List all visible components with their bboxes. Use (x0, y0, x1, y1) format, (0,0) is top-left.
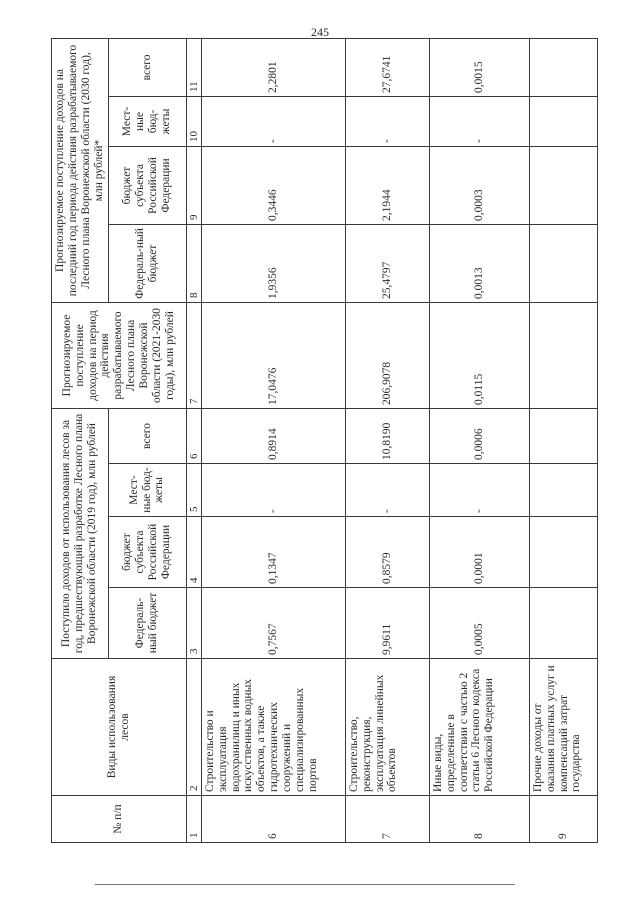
value-total-2019: 10,8190 (345, 408, 429, 463)
value-subject-2019 (529, 517, 597, 588)
value-forecast-period (529, 302, 597, 408)
header-subject: бюджет субъекта Российской Федерации (108, 146, 186, 224)
header-total: всего (108, 38, 186, 96)
value-subject-2030 (529, 146, 597, 224)
value-total-2030: 2,2801 (201, 38, 345, 96)
value-subject-2030: 0,0003 (429, 146, 529, 224)
value-total-2030: 27,6741 (345, 38, 429, 96)
table-row (345, 38, 429, 842)
col-number: 9 (186, 146, 201, 224)
column-number-row (186, 38, 201, 842)
value-subject-2030: 2,1944 (345, 146, 429, 224)
value-forecast-period: 0,0115 (429, 302, 529, 408)
header-forecast-2021-2030: Прогнозируемое поступление доходов на период действия разрабатываемого Лесного плана Воронежской области (2021-2030 годы), млн рублей (52, 302, 187, 408)
value-local-2030: - (429, 96, 529, 146)
value-subject-2019: 0,0001 (429, 517, 529, 588)
col-number: 3 (186, 588, 201, 659)
value-local-2030: - (345, 96, 429, 146)
value-local-2019: - (345, 464, 429, 517)
value-local-2019: - (201, 464, 345, 517)
row-kind: Строительство и эксплуатация водохранилищ и иных искусственных водных объектов, а также гидротехнических сооружений и специализированных портов (201, 659, 345, 796)
header-kind: Виды использования лесов (52, 659, 187, 796)
value-local-2019: - (429, 464, 529, 517)
row-kind: Иные виды, определенные в соответствии с частью 2 статьи 6 Лесного кодекса Российской Федерации (429, 659, 529, 796)
header-num: № п/п (52, 796, 187, 843)
value-total-2019 (529, 408, 597, 463)
value-federal-2030: 0,0013 (429, 224, 529, 302)
value-local-2019 (529, 464, 597, 517)
value-total-2019: 0,8914 (201, 408, 345, 463)
header-received-2019: Поступило доходов от использования лесов за год, предшествующий разработке Лесного плана Воронежской области (2019 год), млн рублей (52, 408, 109, 658)
row-number: 6 (201, 796, 345, 843)
value-federal-2030 (529, 224, 597, 302)
header-total: всего (108, 408, 186, 463)
value-subject-2030: 0,3446 (201, 146, 345, 224)
value-federal-2019: 0,7567 (201, 588, 345, 659)
header-local: Мест-ные бюд-жеты (108, 96, 186, 146)
header-federal: Федераль-ный бюджет (108, 224, 186, 302)
value-total-2030 (529, 38, 597, 96)
value-subject-2019: 0,1347 (201, 517, 345, 588)
footer-divider (95, 884, 515, 885)
header-subject: бюджет субъекта Российской Федерации (108, 517, 186, 588)
value-subject-2019: 0,8579 (345, 517, 429, 588)
header-local: Мест-ные бюд-жеты (108, 464, 186, 517)
row-number: 9 (529, 796, 597, 843)
col-number: 2 (186, 659, 201, 796)
col-number: 10 (186, 96, 201, 146)
value-forecast-period: 206,9078 (345, 302, 429, 408)
row-kind: Строительство, реконструкция, эксплуатация линейных объектов (345, 659, 429, 796)
row-number: 8 (429, 796, 529, 843)
value-local-2030: - (201, 96, 345, 146)
row-number: 7 (345, 796, 429, 843)
col-number: 1 (186, 796, 201, 843)
value-federal-2019: 0,0005 (429, 588, 529, 659)
col-number: 11 (186, 38, 201, 96)
value-forecast-period: 17,0476 (201, 302, 345, 408)
header-forecast-2030: Прогнозируемое поступление доходов на последний год периода действия разрабатываемого Лесного плана Воронежской области (2030 год), млн рублей* (52, 38, 109, 302)
table-row (429, 38, 529, 842)
col-number: 4 (186, 517, 201, 588)
forest-income-table (51, 38, 598, 843)
row-kind: Прочие доходы от оказания платных услуг и компенсаций затрат государства (529, 659, 597, 796)
col-number: 6 (186, 408, 201, 463)
col-number: 8 (186, 224, 201, 302)
page-number: 245 (311, 25, 329, 39)
value-federal-2019 (529, 588, 597, 659)
value-federal-2030: 25,4797 (345, 224, 429, 302)
value-federal-2019: 9,9611 (345, 588, 429, 659)
col-number: 5 (186, 464, 201, 517)
value-federal-2030: 1,9356 (201, 224, 345, 302)
table-row (529, 38, 597, 842)
value-local-2030 (529, 96, 597, 146)
header-federal: Федераль-ный бюджет (108, 588, 186, 659)
table-row (201, 38, 345, 842)
value-total-2019: 0,0006 (429, 408, 529, 463)
col-number: 7 (186, 302, 201, 408)
value-total-2030: 0,0015 (429, 38, 529, 96)
rotated-table-container (51, 39, 589, 843)
